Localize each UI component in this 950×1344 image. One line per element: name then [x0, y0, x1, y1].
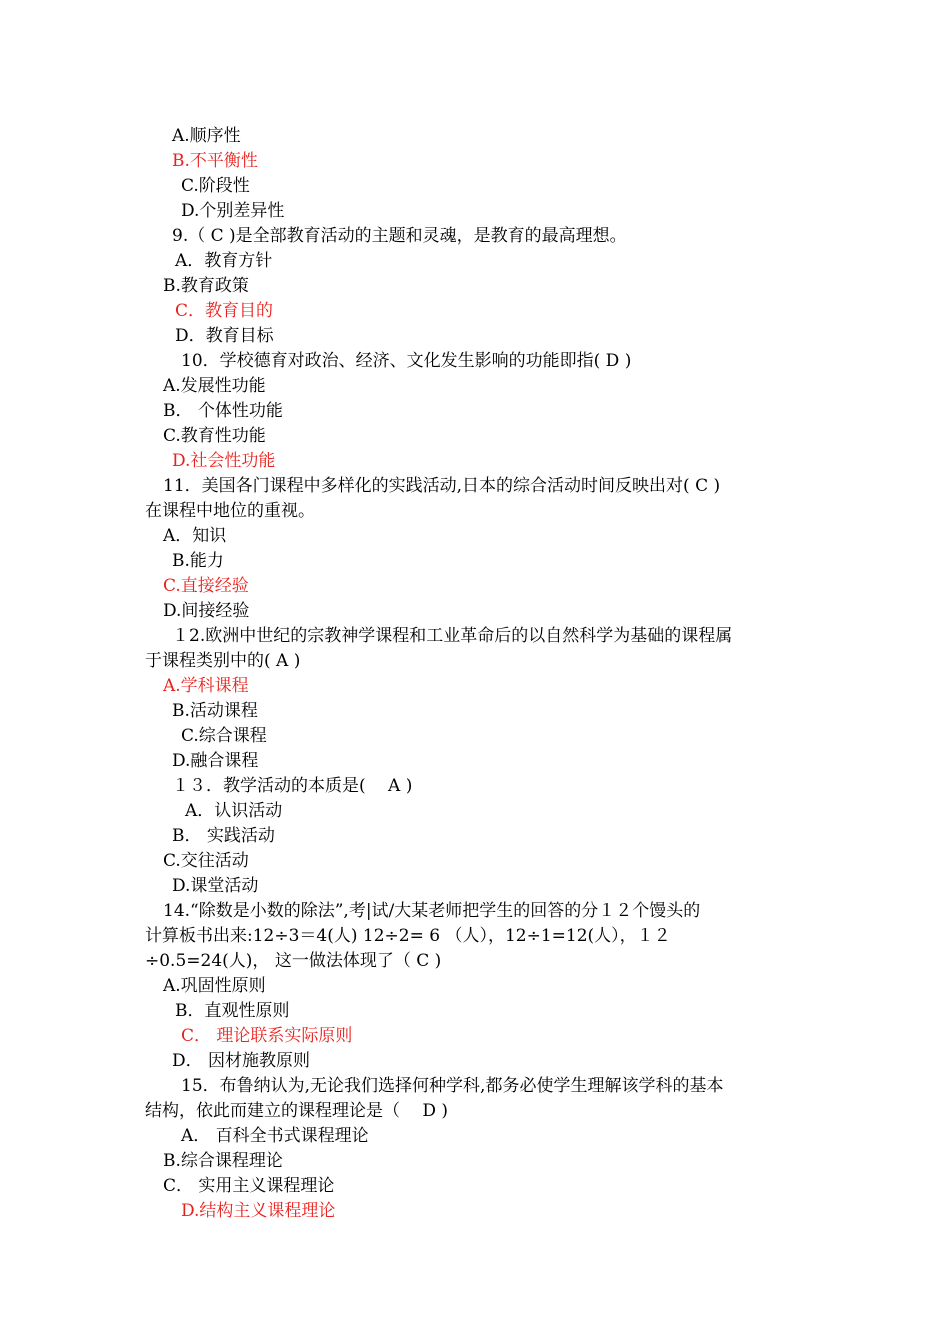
question-line: 结构，依此而建立的课程理论是（ D ) — [145, 1101, 449, 1121]
option-line: A.巩固性原则 — [163, 976, 266, 996]
answer-option-line: C．教育目的 — [175, 301, 274, 321]
question-line: １３．教学活动的本质是( A ) — [172, 776, 413, 796]
option-line: D.课堂活动 — [172, 876, 259, 896]
option-line: D.个别差异性 — [181, 201, 285, 221]
option-line: C.综合课程 — [181, 726, 267, 746]
answer-option-line: B.不平衡性 — [172, 151, 258, 171]
option-line: B.综合课程理论 — [163, 1151, 283, 1171]
option-line: A．教育方针 — [175, 251, 273, 271]
option-line: A．认识活动 — [185, 801, 283, 821]
question-line: 10．学校德育对政治、经济、文化发生影响的功能即指( D ) — [181, 351, 632, 371]
question-line: 15．布鲁纳认为,无论我们选择何种学科,都务必使学生理解该学科的基本 — [181, 1076, 724, 1096]
option-line: D.间接经验 — [163, 601, 250, 621]
answer-option-line: D.社会性功能 — [172, 451, 276, 471]
option-line: B.活动课程 — [172, 701, 258, 721]
option-line: B． 实践活动 — [172, 826, 275, 846]
answer-option-line: C.直接经验 — [163, 576, 249, 596]
option-line: C.阶段性 — [181, 176, 250, 196]
option-line: B.教育政策 — [163, 276, 249, 296]
option-line: A． 百科全书式课程理论 — [181, 1126, 369, 1146]
option-line: A．知识 — [163, 526, 227, 546]
option-line: D．教育目标 — [175, 326, 274, 346]
option-line: C.教育性功能 — [163, 426, 266, 446]
question-line: １2.欧洲中世纪的宗教神学课程和工业革命后的以自然科学为基础的课程属 — [172, 626, 733, 646]
option-line: B．直观性原则 — [175, 1001, 290, 1021]
question-line: 于课程类别中的( A ) — [145, 651, 301, 671]
question-line: 14.“除数是小数的除法”,考|试/大某老师把学生的回答的分１２个馒头的 — [163, 901, 701, 921]
option-line: B.能力 — [172, 551, 224, 571]
option-line: A.发展性功能 — [163, 376, 266, 396]
option-line: C． 实用主义课程理论 — [163, 1176, 335, 1196]
answer-option-line: C． 理论联系实际原则 — [181, 1026, 353, 1046]
answer-option-line: A.学科课程 — [163, 676, 249, 696]
question-line: 在课程中地位的重视。 — [145, 501, 315, 521]
option-line: C.交往活动 — [163, 851, 249, 871]
question-line: 9.（ C )是全部教育活动的主题和灵魂，是教育的最高理想。 — [172, 226, 627, 246]
question-line: 11．美国各门课程中多样化的实践活动,日本的综合活动时间反映出对( C ) — [163, 476, 721, 496]
option-line: D.融合课程 — [172, 751, 259, 771]
option-line: D． 因材施教原则 — [172, 1051, 311, 1071]
option-line: B． 个体性功能 — [163, 401, 283, 421]
question-line: 计算板书出来:12÷3＝4(人) 12÷2= 6 （人），12÷1=12(人），１２ — [145, 926, 671, 946]
question-line: ÷0.5=24(人)， 这一做法体现了（ C ) — [145, 951, 442, 971]
option-line: A.顺序性 — [172, 126, 241, 146]
answer-option-line: D.结构主义课程理论 — [181, 1201, 336, 1221]
